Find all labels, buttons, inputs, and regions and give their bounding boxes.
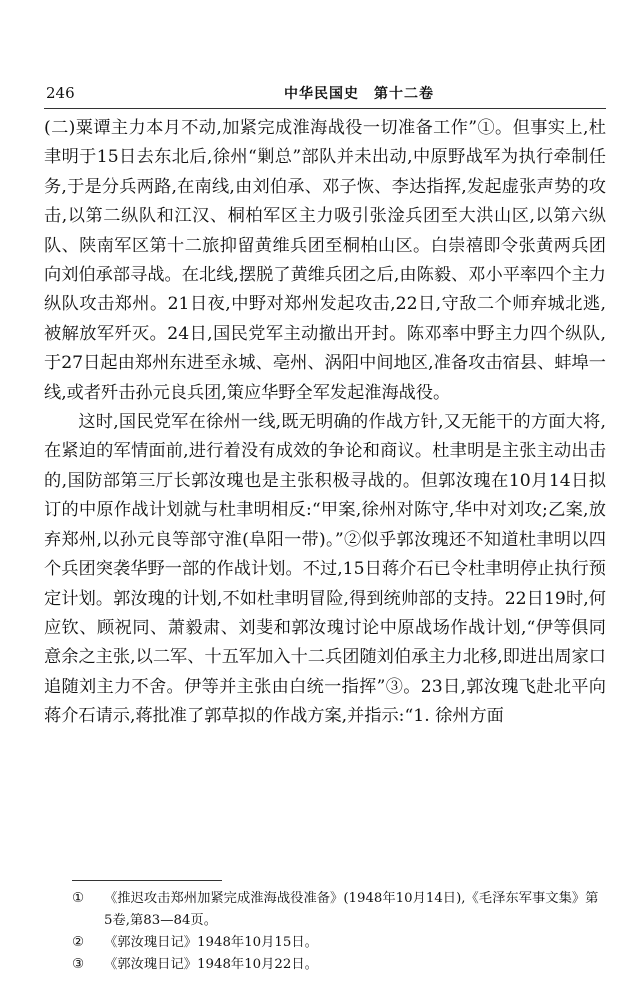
page-number: 246 xyxy=(46,84,75,102)
paragraph: 这时,国民党军在徐州一线,既无明确的作战方针,又无能干的方面大将,在紧迫的军情面前,进行着没有成效的争论和商议。杜聿明是主张主动出击的,国防部第三厅长郭汝瑰也是主张积极寻战的。但郭汝瑰在10月14日拟订的中原作战计划就与杜聿明相反:“甲案,徐州对陈守,华中对刘攻;乙案,放弃郑州,以孙元良等部守淮(阜阳一带)。”②似乎郭汝瑰还不知道杜聿明以四个兵团突袭华野一部的作战计划。不过,15日蒋介石已令杜聿明停止执行预定计划。郭汝瑰的计划,不如杜聿明冒险,得到统帅部的支持。22日19时,何应钦、顾祝同、萧毅肃、刘斐和郭汝瑰讨论中原战场作战计划,“伊等俱同意余之主张,以二军、十五军加入十二兵团随刘伯承主力北移,即进出周家口追随刘主力不舍。伊等并主张由白统一指挥”③。23日,郭汝瑰飞赴北平向蒋介石请示,蒋批准了郭草拟的作战方案,并指示:“1. 徐州方面 xyxy=(44,412,606,727)
footnotes xyxy=(72,888,604,976)
footnote-mark: ① xyxy=(72,891,84,906)
header-rule xyxy=(44,108,606,109)
page-header xyxy=(44,82,604,108)
running-title: 中华民国史 第十二卷 xyxy=(284,86,434,102)
footnote-2 xyxy=(72,932,604,954)
body-text xyxy=(44,114,606,732)
footnote-3 xyxy=(72,954,604,976)
paragraph-continued: (二)粟谭主力本月不动,加紧完成淮海战役一切准备工作”①。但事实上,杜聿明于15日去东北后,徐州“剿总”部队并未出动,中原野战军为执行牵制任务,于是分兵两路,在南线,由刘伯承、邓子恢、李达指挥,发起虚张声势的攻击,以第二纵队和江汉、桐柏军区主力吸引张淦兵团至大洪山区,以第六纵队、陕南军区第十二旅抑留黄维兵团至桐柏山区。白崇禧即令张黄两兵团向刘伯承部寻战。在北线,摆脱了黄维兵团之后,由陈毅、邓小平率四个主力纵队攻击郑州。21日夜,中野对郑州发起攻击,22日,守敌二个师弃城北逃,被解放军歼灭。24日,国民党军主动撤出开封。陈邓率中野主力四个纵队,于27日起由郑州东进至永城、亳州、涡阳中间地区,准备攻击宿县、蚌埠一线,或者歼击孙元良兵团,策应华野全军发起淮海战役。 xyxy=(44,118,606,403)
footnote-rule xyxy=(72,880,222,881)
footnote-mark: ② xyxy=(72,935,84,950)
footnote-text: 《推迟攻击郑州加紧完成淮海战役准备》(1948年10月14日),《毛泽东军事文集》第5卷,第83—84页。 xyxy=(104,891,599,928)
footnote-mark: ③ xyxy=(72,957,84,972)
footnote-1 xyxy=(72,888,604,932)
footnote-text: 《郭汝瑰日记》1948年10月22日。 xyxy=(104,957,318,972)
footnote-text: 《郭汝瑰日记》1948年10月15日。 xyxy=(104,935,318,950)
